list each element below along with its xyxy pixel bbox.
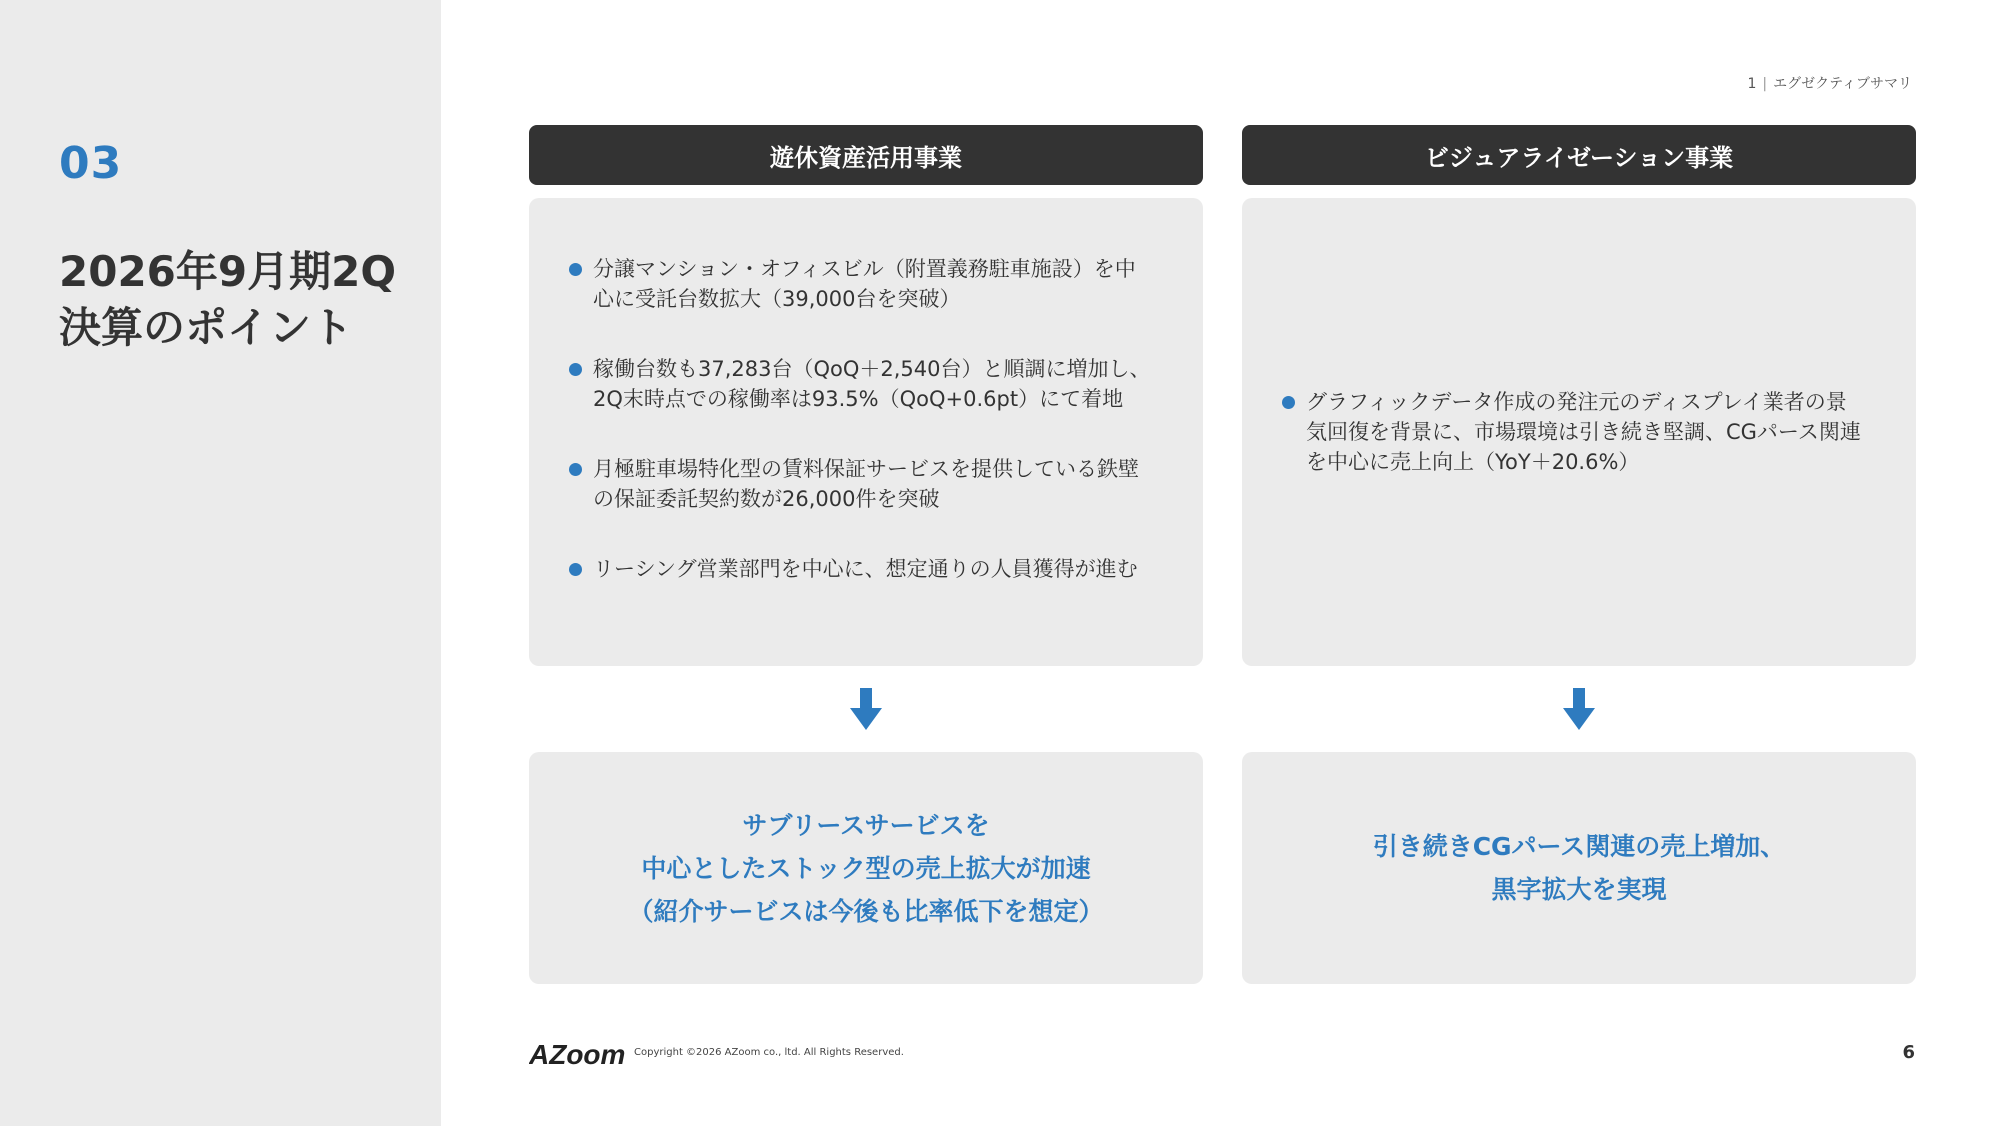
page-number: 6 bbox=[1902, 1042, 1915, 1063]
column-visualization bbox=[1242, 125, 1916, 984]
column-idle-asset bbox=[529, 125, 1203, 984]
bullet-dot-icon bbox=[569, 463, 582, 476]
bullet-panel bbox=[1242, 198, 1916, 666]
copyright-text: Copyright ©2026 AZoom co., ltd. All Rights Reserved. bbox=[634, 1047, 904, 1058]
list-item bbox=[569, 254, 1153, 314]
bullet-text: 分譲マンション・オフィスビル（附置義務駐車施設）を中心に受託台数拡大（39,000台を突破） bbox=[593, 257, 1136, 311]
bullet-list bbox=[1282, 387, 1866, 477]
section-title-line-2: 決算のポイント bbox=[59, 303, 354, 352]
breadcrumb-label: エグゼクティブサマリ bbox=[1773, 76, 1912, 92]
arrow-down-icon bbox=[1563, 688, 1595, 730]
result-panel bbox=[1242, 752, 1916, 984]
result-text bbox=[628, 804, 1103, 933]
bullet-text: 稼働台数も37,283台（QoQ＋2,540台）と順調に増加し、2Q末時点での稼働率は93.5%（QoQ+0.6pt）にて着地 bbox=[593, 357, 1151, 411]
column-header: ビジュアライゼーション事業 bbox=[1242, 125, 1916, 185]
arrow-container bbox=[1242, 666, 1916, 752]
bullet-text: 月極駐車場特化型の賃料保証サービスを提供している鉄壁の保証委託契約数が26,000件を突破 bbox=[593, 457, 1139, 511]
list-item bbox=[569, 454, 1153, 514]
arrow-container bbox=[529, 666, 1203, 752]
section-title bbox=[59, 244, 419, 356]
bullet-dot-icon bbox=[1282, 396, 1295, 409]
column-header: 遊休資産活用事業 bbox=[529, 125, 1203, 185]
breadcrumb-chapter: 1 bbox=[1747, 76, 1757, 92]
bullet-list bbox=[569, 254, 1153, 584]
result-panel bbox=[529, 752, 1203, 984]
breadcrumb-separator: | bbox=[1762, 76, 1768, 92]
bullet-dot-icon bbox=[569, 363, 582, 376]
result-line: （紹介サービスは今後も比率低下を想定） bbox=[628, 896, 1104, 926]
bullet-panel bbox=[529, 198, 1203, 666]
result-line: 黒字拡大を実現 bbox=[1491, 875, 1667, 904]
section-title-line-1: 2026年9月期2Q bbox=[59, 247, 397, 296]
breadcrumb bbox=[1747, 73, 1912, 93]
list-item bbox=[569, 354, 1153, 414]
arrow-down-icon bbox=[850, 688, 882, 730]
bullet-dot-icon bbox=[569, 563, 582, 576]
bullet-text: グラフィックデータ作成の発注元のディスプレイ業者の景気回復を背景に、市場環境は引き続き堅調、CGパース関連を中心に売上向上（YoY＋20.6%） bbox=[1306, 390, 1861, 474]
section-number: 03 bbox=[59, 138, 123, 189]
azoom-logo bbox=[529, 1038, 625, 1070]
result-line: 中心としたストック型の売上拡大が加速 bbox=[641, 853, 1091, 883]
bullet-dot-icon bbox=[569, 263, 582, 276]
logo-text: AZoom bbox=[529, 1039, 625, 1070]
result-line: サブリースサービスを bbox=[742, 810, 990, 840]
bullet-text: リーシング営業部門を中心に、想定通りの人員獲得が進む bbox=[593, 557, 1138, 581]
sidebar bbox=[0, 0, 441, 1126]
list-item bbox=[1282, 387, 1866, 477]
result-text bbox=[1373, 825, 1786, 911]
result-line: 引き続きCGパース関連の売上増加、 bbox=[1372, 832, 1786, 861]
list-item bbox=[569, 554, 1153, 584]
